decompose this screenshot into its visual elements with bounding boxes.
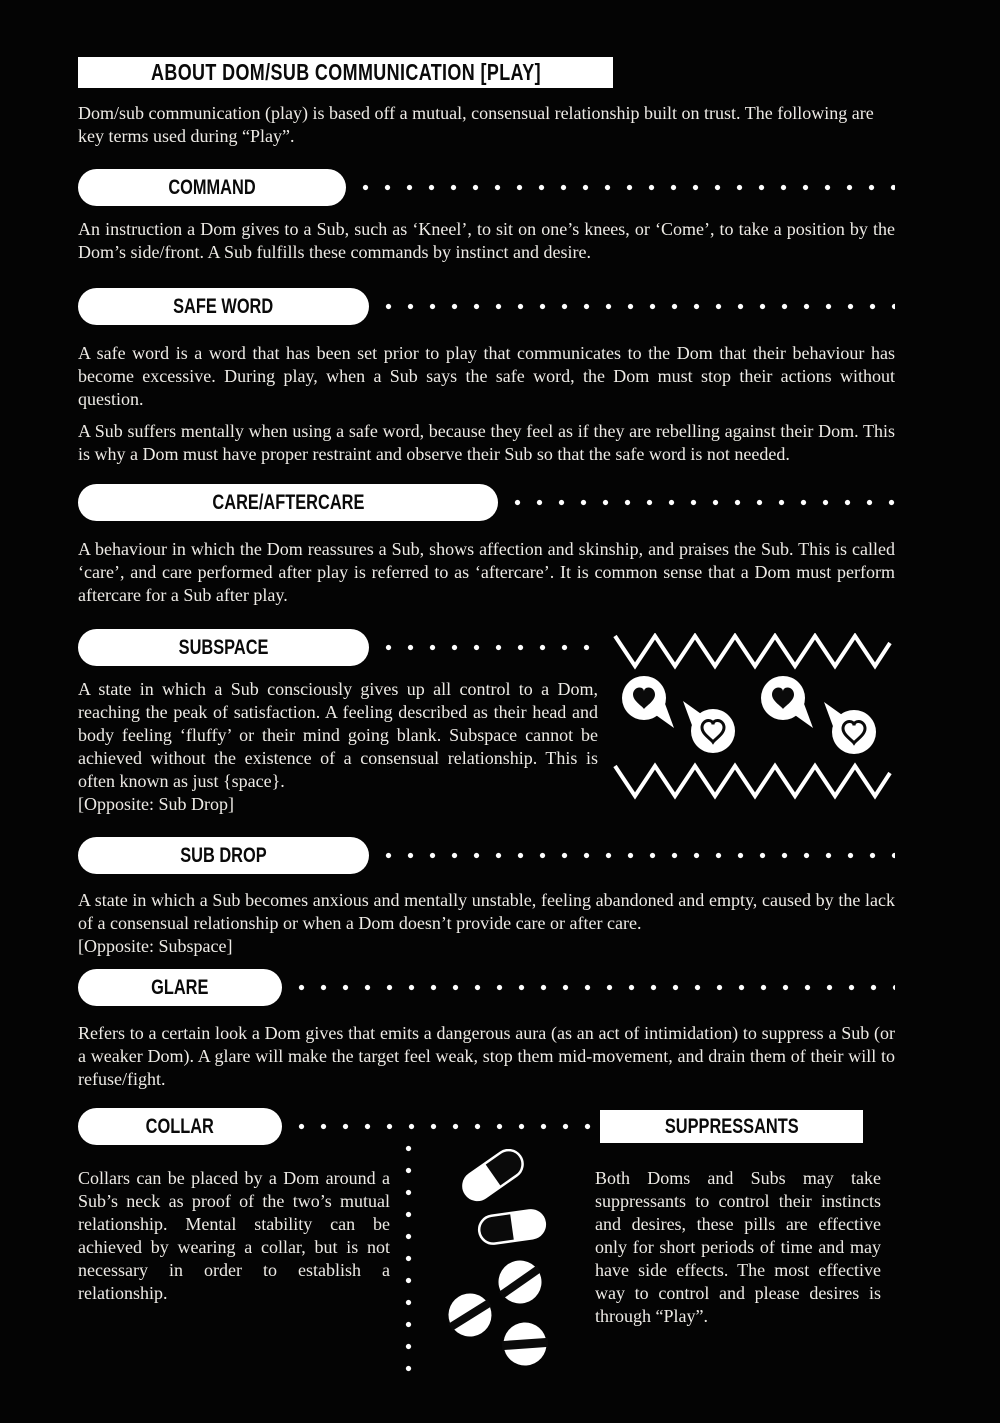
heart-bubble-outline-icon (824, 702, 876, 754)
section-sub-drop (78, 837, 895, 958)
tablet-icon (439, 1285, 501, 1346)
definition-text: A state in which a Sub becomes anxious and mentally unstable, feeling abandoned and empty, caused by the lack of a consensual relationship or when a Dom doesn’t provide care or after care. (78, 890, 895, 933)
heart-bubble-filled-icon (761, 676, 813, 728)
zigzag-bottom-icon (615, 766, 890, 796)
section-label: SAFE WORD (173, 294, 274, 318)
tablet-icon (501, 1321, 550, 1367)
section-label: GLARE (151, 975, 209, 999)
definition-text: A Sub suffers mentally when using a safe word, because they feel as if they are rebelling against their Dom. This is why a Dom must have proper restraint and observe their Sub so that the safe word is not needed. (78, 421, 895, 464)
dotted-separator (298, 1123, 600, 1130)
pills-illustration (418, 1149, 588, 1384)
dotted-separator (385, 303, 895, 310)
definition-text: A safe word is a word that has been set prior to play that communicates to the Dom that their behaviour has become excessive. During play, when a Sub says the safe word, the Dom must stop their actions without question. (78, 343, 895, 409)
section-label: SUB DROP (180, 843, 267, 867)
section-label: CARE/AFTERCARE (212, 490, 364, 514)
dotted-separator (298, 984, 895, 991)
opposite-note: [Opposite: Sub Drop] (78, 794, 234, 814)
zigzag-top-icon (615, 636, 890, 666)
section-header-sub-drop (78, 837, 369, 874)
page-title: ABOUT DOM/SUB COMMUNICATION [PLAY] (150, 59, 541, 85)
definition-text: A state in which a Sub consciously gives up all control to a Dom, reaching the peak of satisfaction. A feeling described as their head and body feeling ‘fluffy’ or their mind going blank. Subspace cannot be achieved without the existence of a consensual relationship. This is often known as just {space}. (78, 679, 598, 791)
page-content (78, 0, 895, 1387)
heart-bubble-filled-icon (622, 676, 674, 728)
section-safe-word (78, 288, 895, 466)
heart-bubble-outline-icon (683, 701, 735, 753)
tablet-icon (489, 1251, 551, 1313)
section-collar-suppressants (78, 1108, 895, 1387)
section-header-care-aftercare (78, 484, 498, 521)
section-label: SUBSPACE (178, 635, 269, 659)
section-header-suppressants (600, 1110, 863, 1143)
hearts-zigzag-decoration (613, 633, 895, 803)
section-header-safe-word (78, 288, 369, 325)
capsule-icon (477, 1209, 546, 1246)
section-glare (78, 969, 895, 1091)
section-header-command (78, 169, 346, 206)
section-header-subspace (78, 629, 369, 666)
intro-text: Dom/sub communication (play) is based off a mutual, consensual relationship built on trust. The following are key terms used during “Play”. (78, 103, 874, 146)
section-header-glare (78, 969, 282, 1006)
section-care-aftercare (78, 484, 895, 607)
definition-text: Both Doms and Subs may take suppressants to control their instincts and desires, these pills are effective only for short periods of time and may have side effects. The most effective way to control and please desires is through “Play”. (595, 1168, 881, 1326)
page-title-box (78, 57, 613, 88)
dotted-separator (514, 499, 895, 506)
vertical-dotted-divider (405, 1145, 412, 1387)
section-label: COLLAR (145, 1114, 215, 1138)
definition-text: Collars can be placed by a Dom around a Sub’s neck as proof of the two’s mutual relationship. Mental stability can be achieved by wearing a collar, but is not necessary in order to establish a relationship. (78, 1168, 390, 1303)
section-label: SUPPRESSANTS (664, 1114, 799, 1138)
section-command (78, 169, 895, 264)
capsule-icon (458, 1149, 528, 1205)
collar-suppressants-body (78, 1159, 895, 1387)
dotted-separator (385, 644, 595, 651)
opposite-note: [Opposite: Subspace] (78, 936, 233, 956)
dotted-separator (385, 852, 895, 859)
definition-text: A behaviour in which the Dom reassures a Sub, shows affection and skinship, and praises the Sub. This is called ‘care’, and care performed after play is referred to as ‘aftercare’. It is common sense that a Dom must perform aftercare for a Sub after play. (78, 539, 895, 605)
definition-text: Refers to a certain look a Dom gives that emits a dangerous aura (as an act of intimidation) to suppress a Sub (or a weaker Dom). A glare will make the target feel weak, stop them mid-movement, and drain them of their will to refuse/fight. (78, 1023, 895, 1089)
section-label: COMMAND (168, 175, 256, 199)
dotted-separator (362, 184, 895, 191)
definition-text: An instruction a Dom gives to a Sub, such as ‘Kneel’, to sit on one’s knees, or ‘Come’, to take a position by the Dom’s side/front. A Sub fulfills these commands by instinct and desire. (78, 219, 895, 262)
section-subspace (78, 629, 895, 816)
section-header-collar (78, 1108, 282, 1145)
